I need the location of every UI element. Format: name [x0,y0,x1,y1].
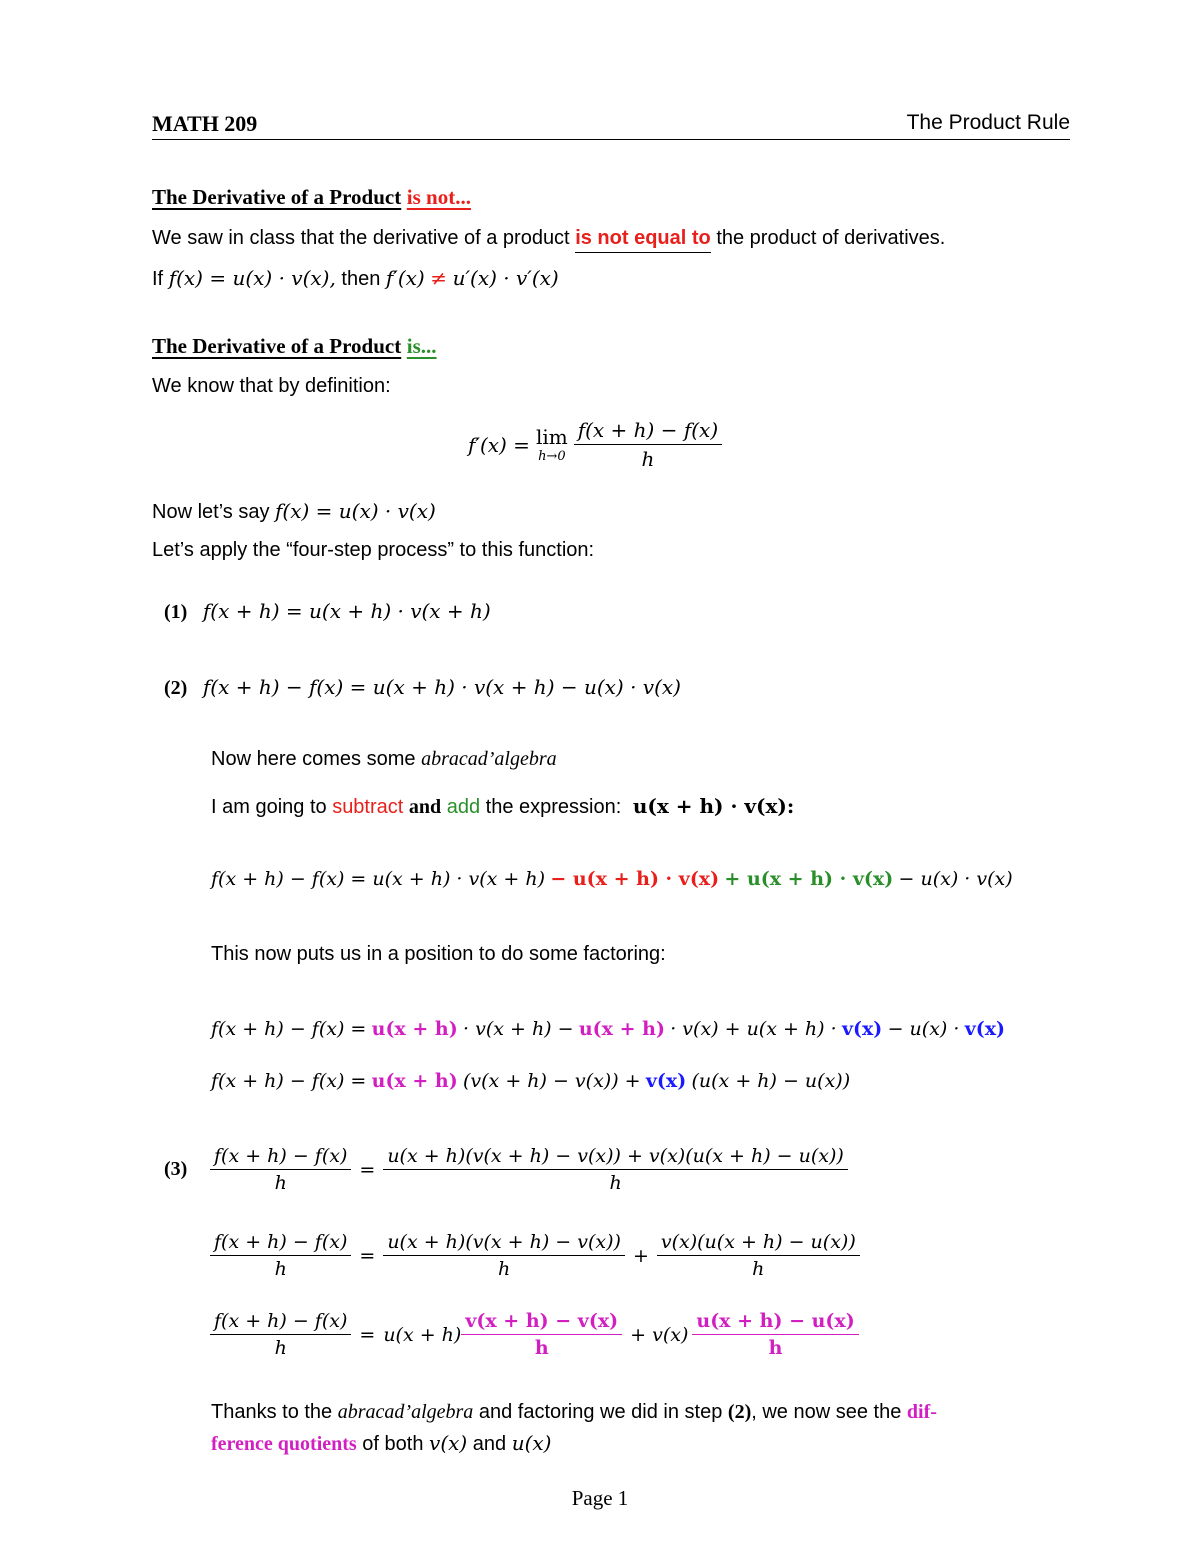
equation: (v(x + h) − v(x)) + [463,1070,641,1092]
common-factor-v: v(x) [964,1018,1006,1040]
algebra-line2 [211,794,794,819]
conclusion-line2 [211,1431,551,1456]
step-ref: (2) [727,1401,752,1423]
add-word: add [446,796,481,818]
conclusion-line1 [211,1401,937,1424]
factor-line1 [211,1018,1005,1041]
text: and factoring we did in step [478,1401,723,1423]
text: Now here comes some [211,748,416,770]
lhs-fraction [210,1145,351,1194]
common-factor: u(x + h) [578,1018,665,1040]
topic-title: The Product Rule [906,111,1070,134]
equation: f(x + h) = u(x + h) · v(x + h) [202,599,491,623]
fraction-denominator: h [274,1337,287,1359]
fraction-denominator: h [752,1258,765,1280]
and-word: and [408,796,442,818]
rhs-fraction-b [657,1231,860,1280]
step-label: (2) [164,677,188,699]
factor-v: + v(x) [630,1323,689,1346]
step3-row2 [210,1231,860,1280]
equals-sign: = [359,1158,376,1181]
italic-text: abracad’algebra [421,748,557,770]
section1-title: The Derivative of a Product [152,185,402,209]
fraction-denominator: h [274,1172,287,1194]
equation: · v(x + h) − [463,1018,574,1040]
header-rule [152,139,1070,140]
equation: f(x) = u(x) · v(x), [168,266,336,290]
text: I am going to [211,796,327,818]
added-term: + u(x + h) · v(x) [724,868,894,890]
fraction-numerator: f(x + h) − f(x) [210,1145,351,1170]
fraction-numerator: u(x + h)(v(x + h) − v(x)) [383,1231,625,1256]
now-lets-say [152,499,436,524]
step3-row3 [210,1310,859,1359]
section1-title-emph: is not... [406,185,471,209]
fraction-numerator: v(x + h) − v(x) [461,1310,622,1335]
fraction-numerator: u(x + h) − u(x) [692,1310,858,1335]
difference-quotient-v [461,1310,622,1359]
common-factor-v: v(x) [841,1018,883,1040]
italic-text: abracad’algebra [337,1401,474,1423]
algebra-equation [211,868,1013,891]
equation: − u(x) · v(x) [898,868,1013,890]
course-title: MATH 209 [152,111,258,136]
fraction-numerator: f(x + h) − f(x) [210,1231,351,1256]
math: v(x) [429,1431,468,1455]
definition-intro: We know that by definition: [152,375,391,397]
equation: f(x + h) − f(x) = [211,1018,367,1040]
equation: f(x + h) − f(x) = [211,1070,367,1092]
text: We saw in class that the derivative of a product [152,227,570,249]
factor-u: u(x + h) [383,1323,462,1346]
fraction-numerator: v(x)(u(x + h) − u(x)) [657,1231,860,1256]
equation: f(x + h) − f(x) = u(x + h) · v(x + h) − u(x) · v(x) [202,675,681,699]
fraction-denominator: h [641,447,655,471]
lhs-fraction [210,1310,351,1359]
section1-heading [152,185,471,210]
section2-title: The Derivative of a Product [152,334,402,358]
lhs-fraction [210,1231,351,1280]
text: and [472,1433,507,1455]
step-label: (1) [164,601,188,623]
equation: · v(x) + u(x + h) · [670,1018,837,1040]
step1 [164,599,491,624]
section1-line1 [152,227,945,253]
emphasis: dif- [906,1401,937,1423]
emphasis: ference quotients [211,1433,357,1455]
fraction-denominator: h [498,1258,511,1280]
def-lhs: f′(x) = [468,432,530,457]
section2-title-emph: is... [406,334,437,358]
equation: f′(x) [385,266,425,290]
text: Thanks to the [211,1401,333,1423]
fraction-numerator: u(x + h)(v(x + h) − v(x)) + v(x)(u(x + h) − u(x)) [383,1145,848,1170]
fraction-numerator: f(x + h) − f(x) [574,418,722,445]
fraction-denominator: h [609,1172,622,1194]
section2-heading [152,334,437,359]
equation: u′(x) · v′(x) [452,266,559,290]
difference-quotient-u [692,1310,858,1359]
subtracted-term: − u(x + h) · v(x) [550,868,720,890]
factoring-intro: This now puts us in a position to do some factoring: [211,943,666,965]
equation: f(x + h) − f(x) = u(x + h) · v(x + h) [211,868,546,890]
not-equal-sign: ≠ [430,266,448,290]
equals-sign: = [359,1244,376,1267]
text: of both [362,1433,424,1455]
factor-line2 [211,1070,850,1093]
algebra-line1 [211,748,557,771]
fraction-denominator: h [768,1337,783,1359]
math: u(x) [511,1431,552,1455]
step3-row1 [164,1145,848,1194]
emphasis-not-equal: is not equal to [575,227,711,253]
text: the product of derivatives. [716,227,946,249]
text: , we now see the [751,1401,902,1423]
text: then [341,268,381,290]
fraction-numerator: f(x + h) − f(x) [210,1310,351,1335]
lim-sub: h→0 [538,449,566,464]
equals-sign: = [359,1323,376,1346]
text: Now let’s say [152,501,270,523]
fraction-denominator: h [534,1337,549,1359]
four-step-intro: Let’s apply the “four-step process” to this function: [152,539,595,561]
equation: − u(x) · [887,1018,960,1040]
page-number: Page 1 [571,1486,629,1510]
rhs-fraction-a [383,1231,625,1280]
difference-quotient [574,418,722,471]
step-label: (3) [164,1158,188,1180]
step2 [164,675,681,700]
common-factor: u(x + h) [371,1018,458,1040]
limit [536,425,568,464]
plus-sign: + [632,1244,649,1267]
subtract-word: subtract [332,796,404,818]
common-factor: u(x + h) [371,1070,458,1092]
equation: (u(x + h) − u(x)) [691,1070,851,1092]
rhs-fraction [383,1145,848,1194]
common-factor-v: v(x) [645,1070,687,1092]
section1-line2 [152,266,559,291]
expression: u(x + h) · v(x): [632,794,795,818]
fraction-denominator: h [274,1258,287,1280]
equation: f(x) = u(x) · v(x) [275,499,436,523]
derivative-definition [468,418,722,471]
lim-text: lim [535,425,568,449]
text: the expression: [485,796,622,818]
text: If [152,268,164,290]
